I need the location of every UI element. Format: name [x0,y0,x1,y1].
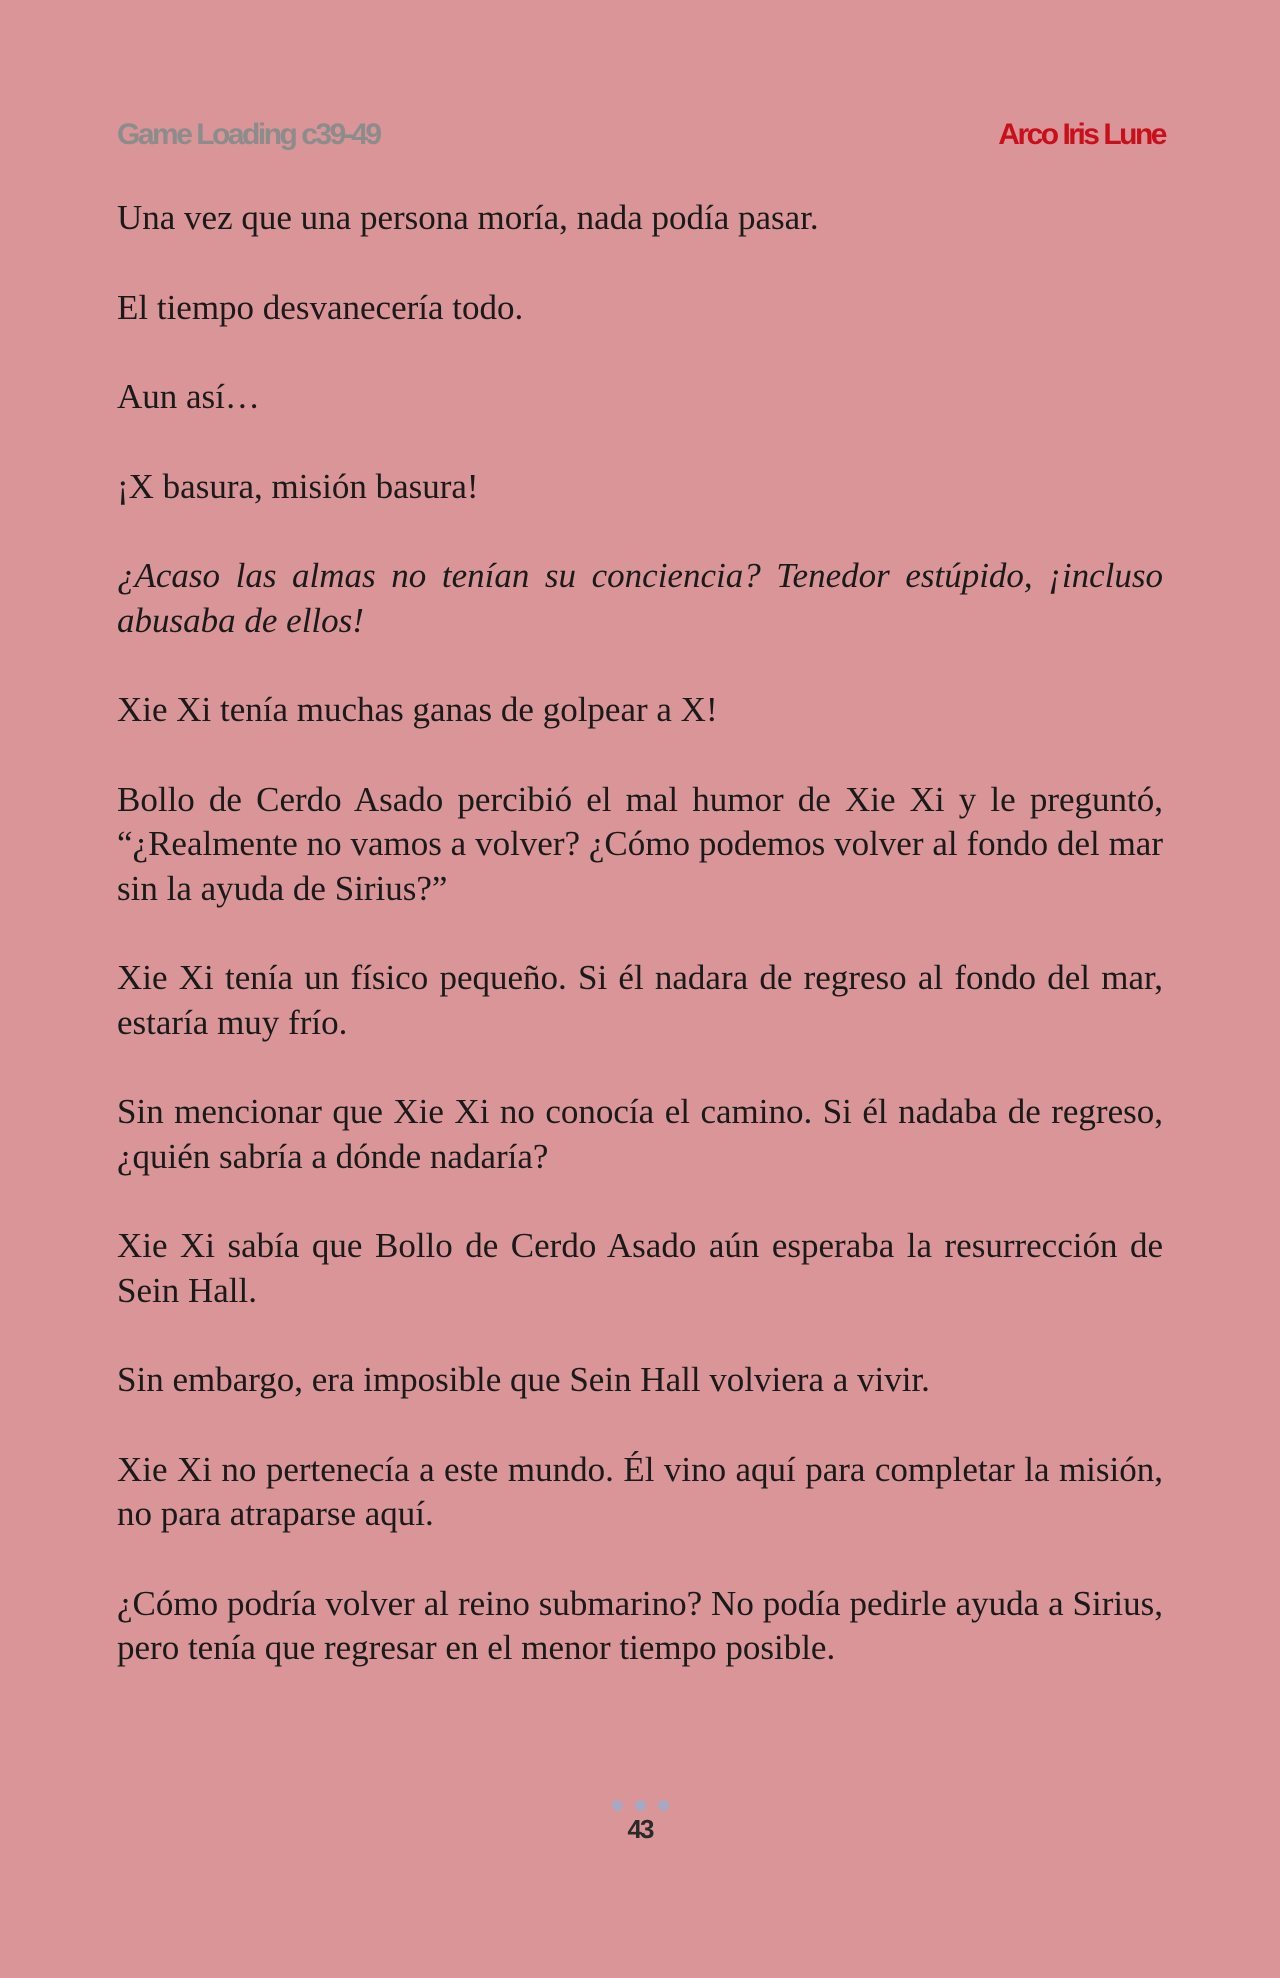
paragraph: El tiempo desvanecería todo. [117,287,524,327]
dot-icon [658,1800,669,1811]
paragraph: Aun así… [117,377,260,416]
translator-name: Arco Iris Lune [998,118,1165,151]
dot-icon [635,1800,646,1811]
book-title: Game Loading c39-49 [117,118,380,151]
paragraph: Xie Xi no pertenecía a este mundo. Él vino aquí para completar la misión, no para atraparse aquí. [117,1449,1163,1533]
paragraph: Xie Xi sabía que Bollo de Cerdo Asado aún esperaba la resurrección de Sein Hall. [117,1226,1163,1310]
page-header [117,118,1165,158]
paragraph: ¡X basura, misión basura! [117,466,479,506]
paragraph: Xie Xi tenía muchas ganas de golpear a X! [117,690,718,729]
ellipsis-dots-icon [0,1800,1280,1812]
paragraph: Xie Xi tenía un físico pequeño. Si él nadara de regreso al fondo del mar, estaría muy frío. [117,958,1163,1042]
paragraph: Sin mencionar que Xie Xi no conocía el camino. Si él nadaba de regreso, ¿quién sabría a dónde nadaría? [117,1092,1163,1176]
page-content [117,196,1163,1716]
dot-icon [612,1800,623,1811]
page-number: 43 [627,1814,653,1844]
page-footer [0,1800,1280,1845]
italic-paragraph: ¿Acaso las almas no tenían su conciencia? Tenedor estúpido, ¡incluso abusaba de ellos! [117,556,1163,640]
paragraph: Una vez que una persona moría, nada podía pasar. [117,198,819,237]
paragraph: Sin embargo, era imposible que Sein Hall volviera a vivir. [117,1360,930,1399]
paragraph: ¿Cómo podría volver al reino submarino? No podía pedirle ayuda a Sirius, pero tenía que regresar en el menor tiempo posible. [117,1583,1163,1667]
paragraph: Bollo de Cerdo Asado percibió el mal humor de Xie Xi y le preguntó, “¿Realmente no vamos a volver? ¿Cómo podemos volver al fondo del mar sin la ayuda de Sirius?” [117,779,1163,908]
